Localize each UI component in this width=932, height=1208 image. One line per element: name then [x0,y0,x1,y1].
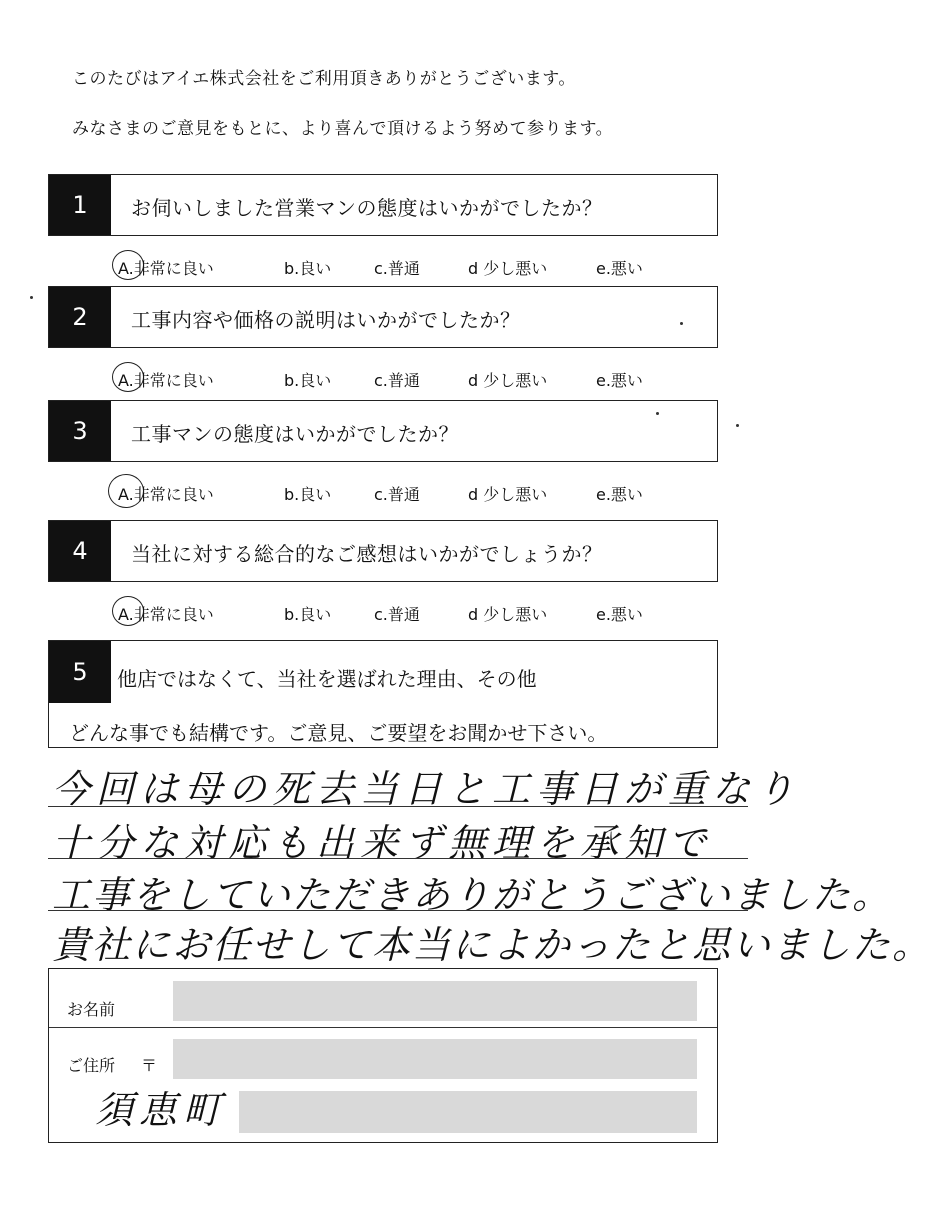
option-b[interactable]: b.良い [284,485,332,504]
address-handwritten: 須恵町 [95,1088,228,1132]
question-number: 3 [49,401,111,461]
comment-line-2: 十分な対応も出来ず無理を承知で [52,821,713,865]
scan-speck [736,424,739,427]
scan-speck [656,412,659,415]
intro-line-2: みなさまのご意見をもとに、より喜んで頂けるよう努めて参ります。 [72,119,614,139]
option-e[interactable]: e.悪い [596,371,643,390]
option-a[interactable]: A.非常に良い [118,371,214,390]
address-label: ご住所 [67,1056,116,1075]
option-a[interactable]: A.非常に良い [118,259,214,278]
rule-line [48,910,748,911]
option-d[interactable]: d 少し悪い [468,485,548,504]
question-3-box [48,400,718,462]
question-1-box [48,174,718,236]
question-number: 1 [49,175,111,235]
address-redaction-2 [239,1091,697,1133]
rule-line [48,858,748,859]
option-d[interactable]: d 少し悪い [468,371,548,390]
option-d[interactable]: d 少し悪い [468,259,548,278]
option-c[interactable]: c.普通 [374,259,420,278]
scan-speck [680,322,683,325]
rule-line [48,806,748,807]
question-text: お伺いしました営業マンの態度はいかがでしたか？ [131,196,603,220]
divider [49,1027,717,1028]
option-b[interactable]: b.良い [284,259,332,278]
option-a[interactable]: A.非常に良い [118,605,214,624]
option-d[interactable]: d 少し悪い [468,605,548,624]
question-number: 2 [49,287,111,347]
option-c[interactable]: c.普通 [374,605,420,624]
question-number: 4 [49,521,111,581]
option-b[interactable]: b.良い [284,605,332,624]
question-5-box [48,640,718,748]
name-redaction [173,981,697,1021]
postal-mark: 〒 [141,1056,158,1075]
question-text: 工事マンの態度はいかがでしたか？ [131,422,459,446]
question-text-line-2: どんな事でも結構です。ご意見、ご要望をお聞かせ下さい。 [69,721,608,745]
question-2-box [48,286,718,348]
option-e[interactable]: e.悪い [596,259,643,278]
name-label: お名前 [67,1000,116,1019]
comment-line-3: 工事をしていただきありがとうございました。 [52,873,893,917]
question-text-line-1: 他店ではなくて、当社を選ばれた理由、その他 [117,667,537,691]
question-4-box [48,520,718,582]
option-c[interactable]: c.普通 [374,485,420,504]
address-redaction-1 [173,1039,697,1079]
option-a[interactable]: A.非常に良い [118,485,214,504]
intro-line-1: このたびはアイエ株式会社をご利用頂きありがとうございます。 [72,69,576,89]
question-text: 工事内容や価格の説明はいかがでしたか？ [131,308,521,332]
option-e[interactable]: e.悪い [596,605,643,624]
option-e[interactable]: e.悪い [596,485,643,504]
customer-info-box [48,968,718,1143]
question-number: 5 [49,641,111,703]
comment-line-1: 今回は母の死去当日と工事日が重なり [52,767,801,811]
comment-line-4: 貴社にお任せして本当によかったと思いました。 [52,923,932,967]
scan-speck [30,296,33,299]
option-c[interactable]: c.普通 [374,371,420,390]
option-b[interactable]: b.良い [284,371,332,390]
question-text: 当社に対する総合的なご感想はいかがでしょうか？ [131,542,603,566]
